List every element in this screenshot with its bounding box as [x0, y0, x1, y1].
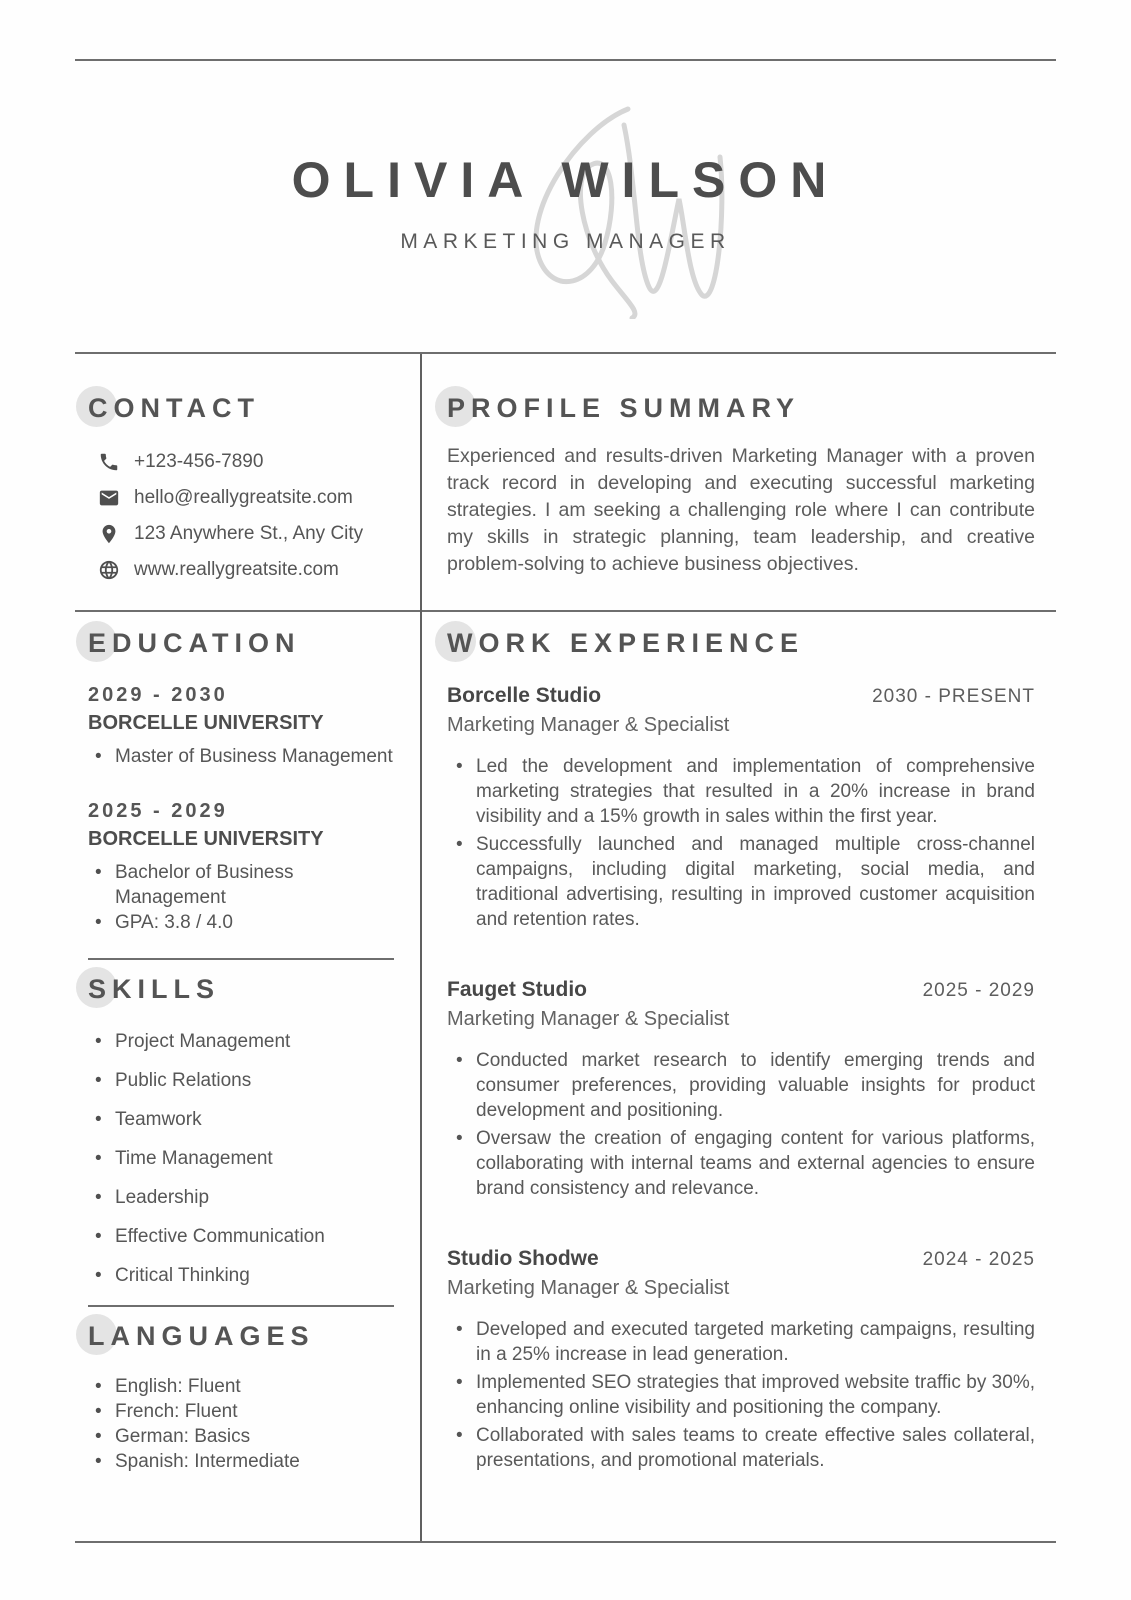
- skill-item: • Time Management: [88, 1146, 394, 1171]
- resume-body: [75, 352, 1056, 1541]
- job-bullet: • Conducted market research to identify emerging trends and consumer preferences, providing valuable insights for product development and positioning.: [447, 1048, 1035, 1123]
- job-bullet: • Developed and executed targeted marketing campaigns, resulting in a 25% increase in lead generation.: [447, 1317, 1035, 1367]
- left-column: [75, 612, 420, 1539]
- person-name: OLIVIA WILSON: [291, 152, 840, 208]
- education-detail: • Master of Business Management: [88, 744, 394, 769]
- skill-item: • Public Relations: [88, 1068, 394, 1093]
- education-heading: EDUCATION: [88, 629, 394, 659]
- skills-section: [88, 958, 394, 1305]
- job-bullet: • Successfully launched and managed multiple cross-channel campaigns, including digital marketing, social media, and traditional advertising, resulting in improved customer acquisition and retention rates.: [447, 832, 1035, 932]
- job-role: Marketing Manager & Specialist: [447, 713, 730, 736]
- job-entry: [447, 684, 1035, 932]
- language-item: • Spanish: Intermediate: [88, 1449, 394, 1474]
- job-bullet-list: [447, 754, 1035, 932]
- education-detail: • GPA: 3.8 / 4.0: [88, 910, 394, 935]
- bottom-rule: [75, 1541, 1056, 1543]
- phone-number: +123-456-7890: [134, 451, 264, 473]
- street-address: 123 Anywhere St., Any City: [134, 523, 364, 545]
- education-school: BORCELLE UNIVERSITY: [88, 827, 324, 850]
- skills-list: [88, 1029, 394, 1288]
- skill-item: • Teamwork: [88, 1107, 394, 1132]
- column-divider: [420, 354, 422, 1541]
- location-icon: [97, 523, 120, 546]
- contact-item-email: [88, 487, 394, 510]
- work-experience-heading: WORK EXPERIENCE: [447, 629, 1035, 659]
- job-bullet-list: [447, 1317, 1035, 1473]
- job-dates: 2025 - 2029: [922, 979, 1035, 1001]
- skill-item: • Project Management: [88, 1029, 394, 1054]
- job-dates: 2030 - PRESENT: [872, 685, 1035, 707]
- person-job-title: MARKETING MANAGER: [400, 230, 731, 253]
- job-bullet: • Collaborated with sales teams to create effective sales collateral, presentations, and promotional materials.: [447, 1423, 1035, 1473]
- profile-summary-heading: PROFILE SUMMARY: [447, 394, 1035, 424]
- language-item: • English: Fluent: [88, 1374, 394, 1399]
- contact-heading: CONTACT: [88, 394, 394, 424]
- education-detail-list: [88, 860, 394, 935]
- contact-item-address: [88, 523, 394, 546]
- contact-item-phone: [88, 451, 394, 474]
- company-name: Borcelle Studio: [447, 683, 602, 707]
- phone-icon: [97, 451, 120, 474]
- skills-heading: SKILLS: [88, 975, 394, 1005]
- job-entry: [447, 978, 1035, 1201]
- job-bullet: • Led the development and implementation of comprehensive marketing strategies that resulted in a 20% increase in brand visibility and a 15% growth in sales within the first year.: [447, 754, 1035, 829]
- profile-summary-text: Experienced and results-driven Marketing Manager with a proven track record in developing and executing successful marketing strategies. I am seeking a challenging role where I can contribute my skills in strategic planning, team leadership, and creative problem-solving to achieve business objectives.: [447, 444, 1035, 575]
- education-years: 2025 - 2029: [88, 799, 228, 822]
- education-section: [88, 612, 394, 958]
- job-bullet: • Implemented SEO strategies that improved website traffic by 30%, enhancing online visibility and positioning the company.: [447, 1370, 1035, 1420]
- profile-summary-section: [420, 354, 1056, 610]
- company-name: Studio Shodwe: [447, 1246, 599, 1270]
- job-header: [447, 978, 1035, 1002]
- languages-heading: LANGUAGES: [88, 1322, 394, 1352]
- email-address: hello@reallygreatsite.com: [134, 487, 353, 509]
- languages-list: [88, 1374, 394, 1474]
- job-bullet-list: [447, 1048, 1035, 1201]
- language-item: • French: Fluent: [88, 1399, 394, 1424]
- education-entry: [88, 684, 394, 769]
- email-icon: [97, 487, 120, 510]
- company-name: Fauget Studio: [447, 977, 587, 1001]
- work-experience-section: [420, 612, 1056, 1539]
- globe-icon: [97, 559, 120, 582]
- row-main: [75, 612, 1056, 1539]
- education-years: 2029 - 2030: [88, 683, 228, 706]
- row-contact-profile: [75, 354, 1056, 612]
- contact-item-website: [88, 559, 394, 582]
- education-entry: [88, 800, 394, 935]
- job-header: [447, 684, 1035, 708]
- website-url: www.reallygreatsite.com: [134, 559, 339, 581]
- job-dates: 2024 - 2025: [922, 1248, 1035, 1270]
- contact-list: [88, 451, 394, 582]
- monogram-script-icon: [478, 101, 730, 319]
- job-role: Marketing Manager & Specialist: [447, 1007, 730, 1030]
- skill-item: • Effective Communication: [88, 1224, 394, 1249]
- header: [0, 61, 1131, 352]
- languages-section: [88, 1305, 394, 1539]
- education-detail: • Bachelor of Business Management: [88, 860, 394, 910]
- job-entry: [447, 1247, 1035, 1473]
- language-item: • German: Basics: [88, 1424, 394, 1449]
- job-bullet: • Oversaw the creation of engaging content for various platforms, collaborating with internal teams and external agencies to ensure brand consistency and relevance.: [447, 1126, 1035, 1201]
- education-school: BORCELLE UNIVERSITY: [88, 711, 324, 734]
- skill-item: • Leadership: [88, 1185, 394, 1210]
- contact-section: [75, 354, 420, 610]
- job-header: [447, 1247, 1035, 1271]
- job-role: Marketing Manager & Specialist: [447, 1276, 730, 1299]
- education-detail-list: [88, 744, 394, 769]
- skill-item: • Critical Thinking: [88, 1263, 394, 1288]
